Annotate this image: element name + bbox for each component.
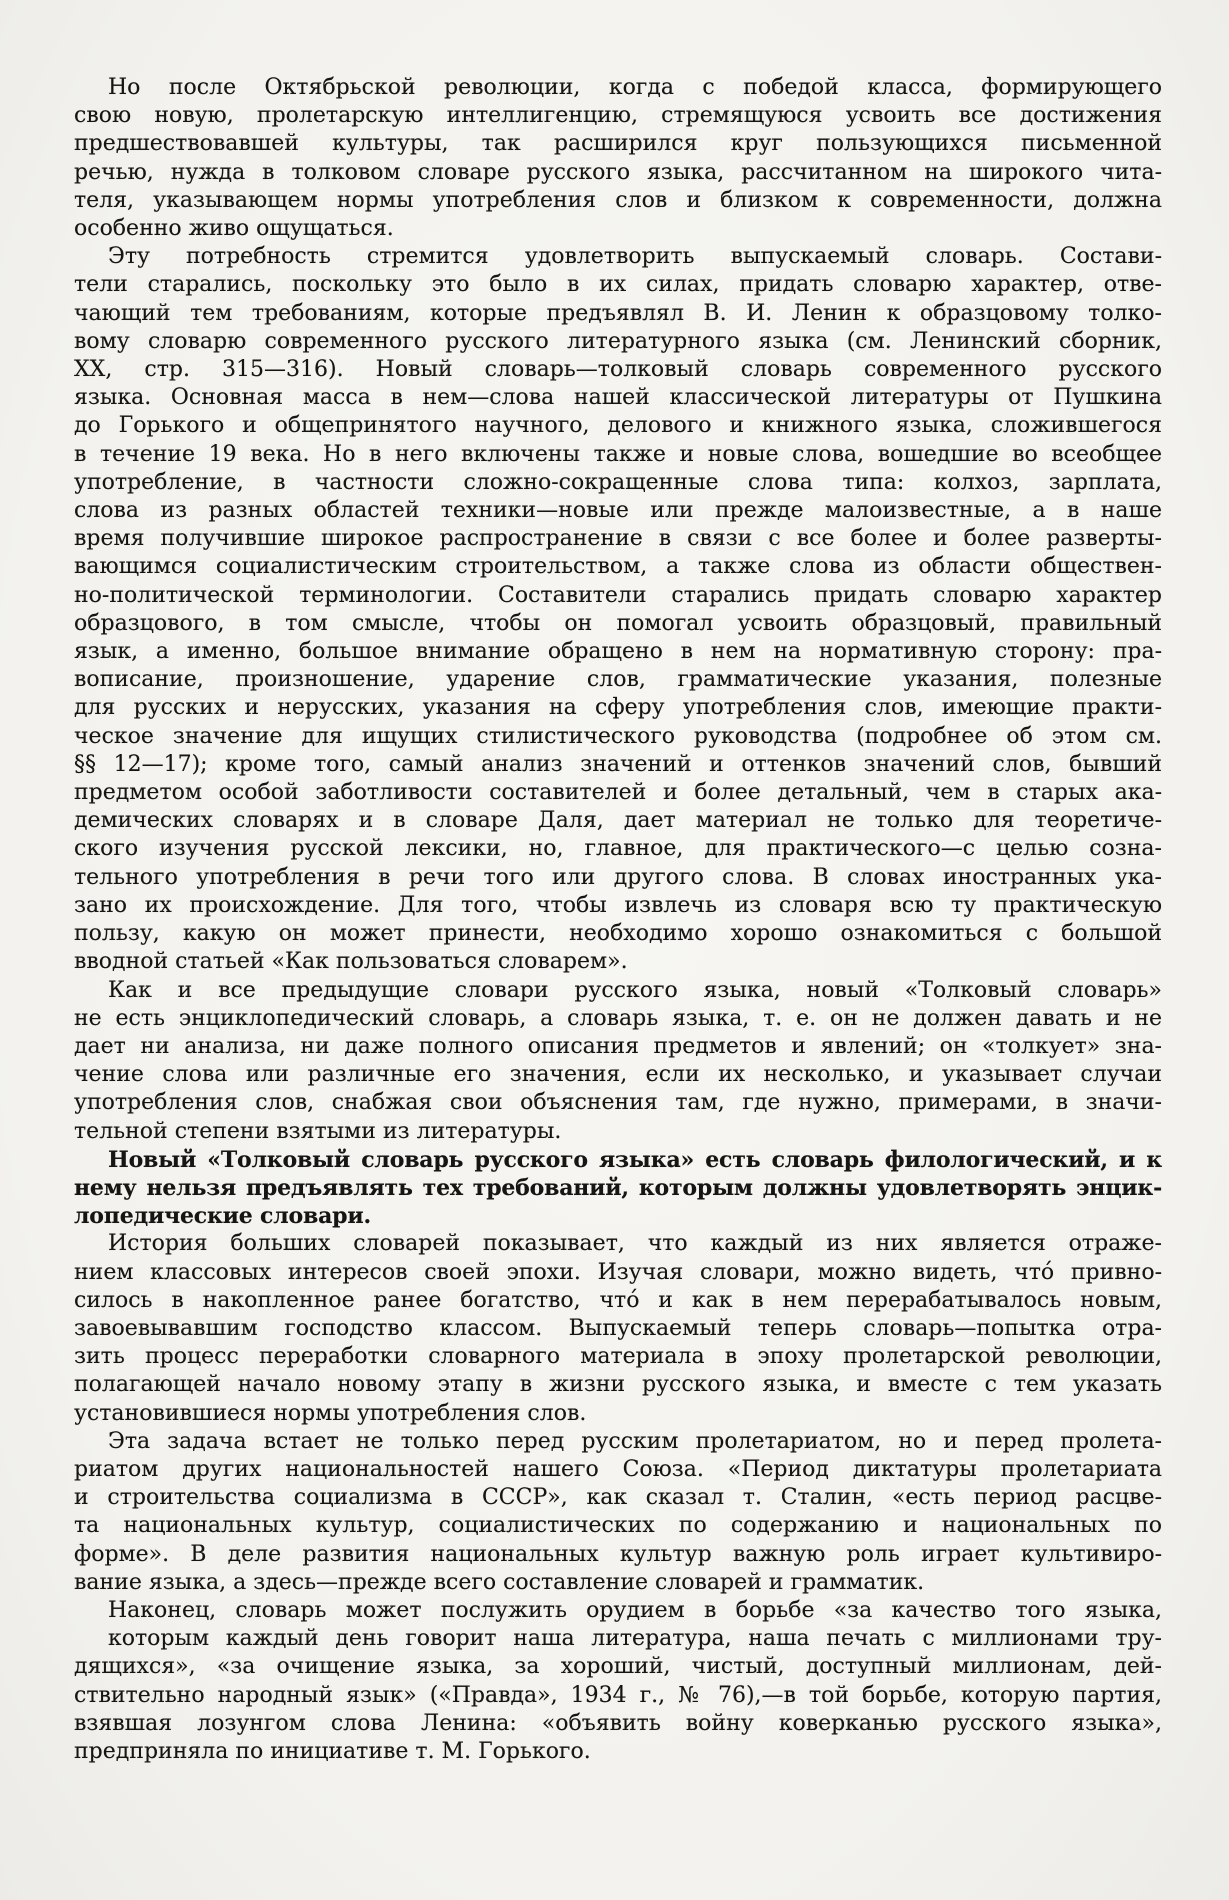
text-line: риатом других национальностей нашего Союза. «Период диктатуры пролетариата bbox=[74, 1456, 1162, 1482]
text-line: Новый «Толковый словарь русского языка» есть словарь филологический, и к bbox=[108, 1146, 1162, 1173]
text-line: установившиеся нормы употребления слов. bbox=[74, 1400, 587, 1426]
text-line: особенно живо ощущаться. bbox=[74, 216, 394, 242]
text-line: чающий тем требованиям, которые предъявлял В. И. Ленин к образцовому толко- bbox=[74, 300, 1162, 326]
text-line: взявшая лозунгом слова Ленина: «объявить войну коверканью русского языка», bbox=[74, 1710, 1162, 1736]
text-line: предшествовавшей культуры, так расширился круг пользующихся письменной bbox=[74, 131, 1162, 157]
text-line: слова из разных областей техники—новые или прежде малоизвестные, а в наше bbox=[74, 498, 1162, 524]
paragraph bbox=[74, 977, 1162, 1146]
text-line: пользу, какую он может принести, необходимо хорошо ознакомиться с большой bbox=[74, 921, 1162, 947]
text-line: свою новую, пролетарскую интеллигенцию, стремящуюся усвоить все достижения bbox=[74, 103, 1162, 129]
text-line: предприняла по инициативе т. М. Горького. bbox=[74, 1738, 591, 1764]
text-line: тели старались, поскольку это было в их силах, придать словарю характер, отве- bbox=[74, 272, 1162, 298]
text-line: зано их происхождение. Для того, чтобы извлечь из словаря всю ту практическую bbox=[74, 892, 1162, 918]
text-line: вому словарю современного русского литературного языка (см. Ленинский сборник, bbox=[74, 328, 1162, 354]
text-line: §§ 12—17); кроме того, самый анализ значений и оттенков значений слов, бывший bbox=[74, 751, 1162, 777]
text-line: которым каждый день говорит наша литература, наша печать с миллионами тру- bbox=[108, 1626, 1162, 1652]
paragraph bbox=[74, 1428, 1162, 1625]
text-line: Эта задача встает не только перед русским пролетариатом, но и перед пролета- bbox=[108, 1428, 1162, 1454]
text-line: язык, а именно, большое внимание обращено в нем на нормативную сторону: пра- bbox=[74, 639, 1162, 665]
text-line: полагающей начало новому этапу в жизни русского языка, и вместе с тем указать bbox=[74, 1372, 1162, 1398]
text-line: Но после Октябрьской революции, когда с победой класса, формирующего bbox=[108, 75, 1162, 100]
text-line: тельной степени взятыми из литературы. bbox=[74, 1118, 562, 1144]
paragraph bbox=[74, 243, 1162, 976]
text-line: Как и все предыдущие словари русского языка, новый «Толковый словарь» bbox=[108, 977, 1162, 1003]
text-line: ческое значение для ищущих стилистического руководства (подробнее об этом см. bbox=[74, 723, 1162, 749]
text-line: дает ни анализа, ни даже полного описания предметов и явлений; он «толкует» зна- bbox=[74, 1033, 1162, 1059]
text-line: вописание, произношение, ударение слов, грамматические указания, полезные bbox=[74, 667, 1162, 693]
text-line: чение слова или различные его значения, если их несколько, и указывает случаи bbox=[74, 1062, 1162, 1088]
text-line: История больших словарей показывает, что каждый из них является отраже- bbox=[108, 1231, 1162, 1257]
text-line: нием классовых интересов своей эпохи. Изучая словари, можно видеть, что́ привно- bbox=[74, 1259, 1162, 1285]
text-line: до Горького и общепринятого научного, делового и книжного языка, сложившегося bbox=[74, 413, 1162, 439]
text-line: употребление, в частности сложно-сокращенные слова типа: колхоз, зарплата, bbox=[74, 469, 1162, 495]
text-line: речью, нужда в толковом словаре русского языка, рассчитанном на широкого чита- bbox=[74, 159, 1162, 185]
text-line: тельного употребления в речи того или другого слова. В словах иностранных ука- bbox=[74, 864, 1162, 890]
text-line: дящихся», «за очищение языка, за хороший, чистый, доступный миллионам, дей- bbox=[74, 1654, 1162, 1680]
text-line: форме». В деле развития национальных культур важную роль играет культивиро- bbox=[74, 1541, 1162, 1567]
paragraph bbox=[74, 1230, 1162, 1427]
text-line: не есть энциклопедический словарь, а словарь языка, т. е. он не должен давать и не bbox=[74, 1005, 1162, 1031]
text-line: образцового, в том смысле, чтобы он помогал усвоить образцовый, правильный bbox=[74, 610, 1162, 636]
text-line: ского изучения русской лексики, но, главное, для практического—с целью созна- bbox=[74, 836, 1162, 862]
text-line: теля, указывающем нормы употребления слов и близком к современности, должна bbox=[74, 187, 1162, 213]
text-line: и строительства социализма в СССР», как сказал т. Сталин, «есть период расцве- bbox=[74, 1485, 1162, 1511]
text-line: для русских и нерусских, указания на сферу употребления слов, имеющие практи- bbox=[74, 695, 1162, 721]
paragraph bbox=[74, 1625, 1162, 1766]
text-line: силось в накопленное ранее богатство, что́ и как в нем перерабатывалось новым, bbox=[74, 1287, 1162, 1313]
text-line: в течение 19 века. Но в него включены также и новые слова, вошедшие во всеобщее bbox=[74, 441, 1162, 467]
text-line: языка. Основная масса в нем—слова нашей классической литературы от Пушкина bbox=[74, 385, 1162, 411]
text-line: Эту потребность стремится удовлетворить выпускаемый словарь. Состави- bbox=[108, 244, 1162, 270]
body-text bbox=[74, 74, 1162, 1766]
text-line: та национальных культур, социалистических по содержанию и национальных по bbox=[74, 1513, 1162, 1539]
text-line: завоевывавшим господство классом. Выпускаемый теперь словарь—попытка отра- bbox=[74, 1315, 1162, 1341]
text-line: употребления слов, снабжая свои объяснения там, где нужно, примерами, в значи- bbox=[74, 1090, 1162, 1116]
text-line: XX, стр. 315—316). Новый словарь—толковый словарь современного русского bbox=[74, 357, 1162, 383]
text-line: но-политической терминологии. Составители старались придать словарю характер bbox=[74, 582, 1162, 608]
text-line: вание языка, а здесь—прежде всего составление словарей и грамматик. bbox=[74, 1569, 925, 1595]
text-line: вающимся социалистическим строительством, а также слова из области обществен- bbox=[74, 554, 1162, 580]
text-line: ствительно народный язык» («Правда», 1934 г., № 76),—в той борьбе, которую партия, bbox=[74, 1682, 1162, 1708]
text-line: вводной статьей «Как пользоваться словарем». bbox=[74, 949, 628, 975]
text-line: зить процесс переработки словарного материала в эпоху пролетарской революции, bbox=[74, 1344, 1162, 1370]
text-line: предметом особой заботливости составителей и более детальный, чем в старых ака- bbox=[74, 780, 1162, 806]
paragraph-emphasis bbox=[74, 1146, 1162, 1231]
text-line: демических словарях и в словаре Даля, дает материал не только для теоретиче- bbox=[74, 808, 1162, 834]
text-line: нему нельзя предъявлять тех требований, которым должны удовлетворять энцик- bbox=[74, 1174, 1162, 1201]
paragraph bbox=[74, 74, 1162, 243]
text-line: время получившие широкое распространение в связи с все более и более разверты- bbox=[74, 526, 1162, 552]
text-line: Наконец, словарь может послужить орудием в борьбе «за качество того языка, bbox=[108, 1597, 1162, 1623]
text-line: лопедические словари. bbox=[74, 1203, 371, 1230]
